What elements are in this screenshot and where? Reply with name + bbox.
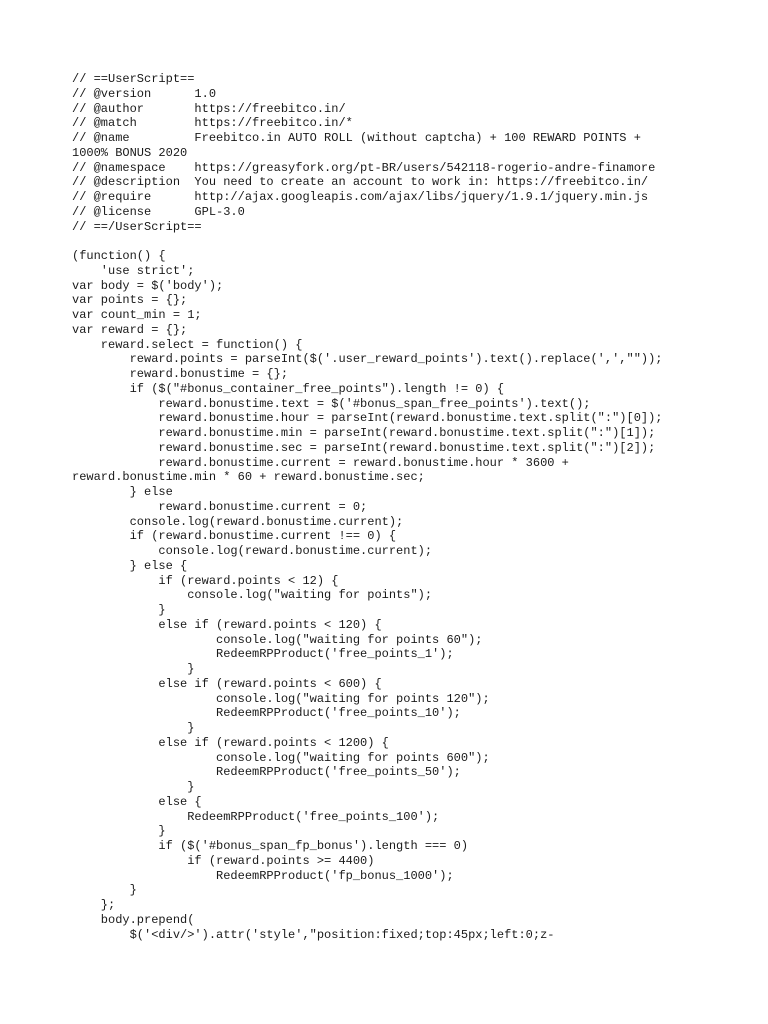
code-line: console.log("waiting for points 60"); (72, 632, 483, 647)
code-line: body.prepend( (72, 912, 195, 927)
code-line: console.log(reward.bonustime.current); (72, 514, 404, 529)
code-line: // @author https://freebitco.in/ (72, 101, 346, 116)
code-line: // @description You need to create an account to work in: https://freebitco.in/ (72, 175, 649, 190)
code-line: if ($('#bonus_span_fp_bonus').length === 0) (72, 839, 469, 853)
code-line: var body = $('body'); (72, 278, 224, 293)
code-line: } else { (72, 558, 188, 573)
code-line: } (72, 824, 166, 839)
code-line: // @match https://freebitco.in/* (72, 116, 353, 131)
code-line: if (reward.points >= 4400) (72, 853, 375, 868)
code-line: else { (72, 794, 202, 809)
code-line: } (72, 603, 166, 617)
code-line: 'use strict'; (72, 263, 195, 278)
code-line: // ==/UserScript== (72, 219, 202, 234)
code-line: var points = {}; (72, 293, 188, 308)
code-line: if ($("#bonus_container_free_points").length != 0) { (72, 381, 505, 396)
code-line: reward.bonustime.current = reward.bonustime.hour * 3600 + (72, 455, 569, 470)
code-line: reward.points = parseInt($('.user_reward_points').text().replace(',',"")); (72, 352, 663, 367)
code-line: else if (reward.points < 1200) { (72, 735, 389, 750)
code-line: if (reward.bonustime.current !== 0) { (72, 529, 397, 544)
code-line: console.log(reward.bonustime.current); (72, 544, 433, 558)
code-line: // @require http://ajax.googleapis.com/ajax/libs/jquery/1.9.1/jquery.min.js (72, 190, 649, 204)
code-line (72, 234, 702, 249)
code-line: console.log("waiting for points 120"); (72, 691, 490, 706)
code-line: $('<div/>').attr('style',"position:fixed;top:45px;left:0;z- (72, 927, 555, 942)
code-line: // @namespace https://greasyfork.org/pt-BR/users/542118-rogerio-andre-finamore (72, 160, 656, 175)
code-line: // @version 1.0 (72, 86, 217, 101)
code-line: // ==UserScript== (72, 72, 195, 86)
code-line: reward.bonustime.current = 0; (72, 499, 368, 514)
code-line: console.log("waiting for points 600"); (72, 750, 490, 765)
code-line: }; (72, 898, 116, 912)
code-line: var reward = {}; (72, 322, 188, 337)
code-line: console.log("waiting for points"); (72, 588, 433, 603)
code-line: // @license GPL-3.0 (72, 204, 245, 219)
userscript-code-block (72, 72, 702, 942)
code-line: } else (72, 485, 173, 499)
code-line: 1000% BONUS 2020 (72, 145, 188, 160)
code-line: reward.bonustime.min = parseInt(reward.bonustime.text.split(":")[1]); (72, 426, 656, 440)
code-line: } (72, 883, 137, 898)
code-line: RedeemRPProduct('free_points_100'); (72, 809, 440, 824)
code-line: RedeemRPProduct('fp_bonus_1000'); (72, 868, 454, 883)
code-line: reward.select = function() { (72, 337, 303, 352)
code-line: RedeemRPProduct('free_points_1'); (72, 647, 454, 662)
code-line: (function() { (72, 249, 166, 263)
code-line: reward.bonustime.min * 60 + reward.bonustime.sec; (72, 470, 425, 485)
code-line: } (72, 721, 195, 735)
code-line: } (72, 662, 195, 676)
code-line: RedeemRPProduct('free_points_10'); (72, 706, 461, 721)
code-line: reward.bonustime.text = $('#bonus_span_free_points').text(); (72, 396, 591, 411)
code-line: var count_min = 1; (72, 308, 202, 322)
code-line: RedeemRPProduct('free_points_50'); (72, 765, 461, 780)
code-line: } (72, 780, 195, 794)
code-line: else if (reward.points < 600) { (72, 676, 382, 691)
code-line: reward.bonustime.hour = parseInt(reward.bonustime.text.split(":")[0]); (72, 411, 663, 426)
code-line: if (reward.points < 12) { (72, 573, 339, 588)
code-line: else if (reward.points < 120) { (72, 617, 382, 632)
code-line: reward.bonustime.sec = parseInt(reward.bonustime.text.split(":")[2]); (72, 440, 656, 455)
code-line: reward.bonustime = {}; (72, 367, 289, 381)
code-line: // @name Freebitco.in AUTO ROLL (without captcha) + 100 REWARD POINTS + (72, 131, 641, 145)
